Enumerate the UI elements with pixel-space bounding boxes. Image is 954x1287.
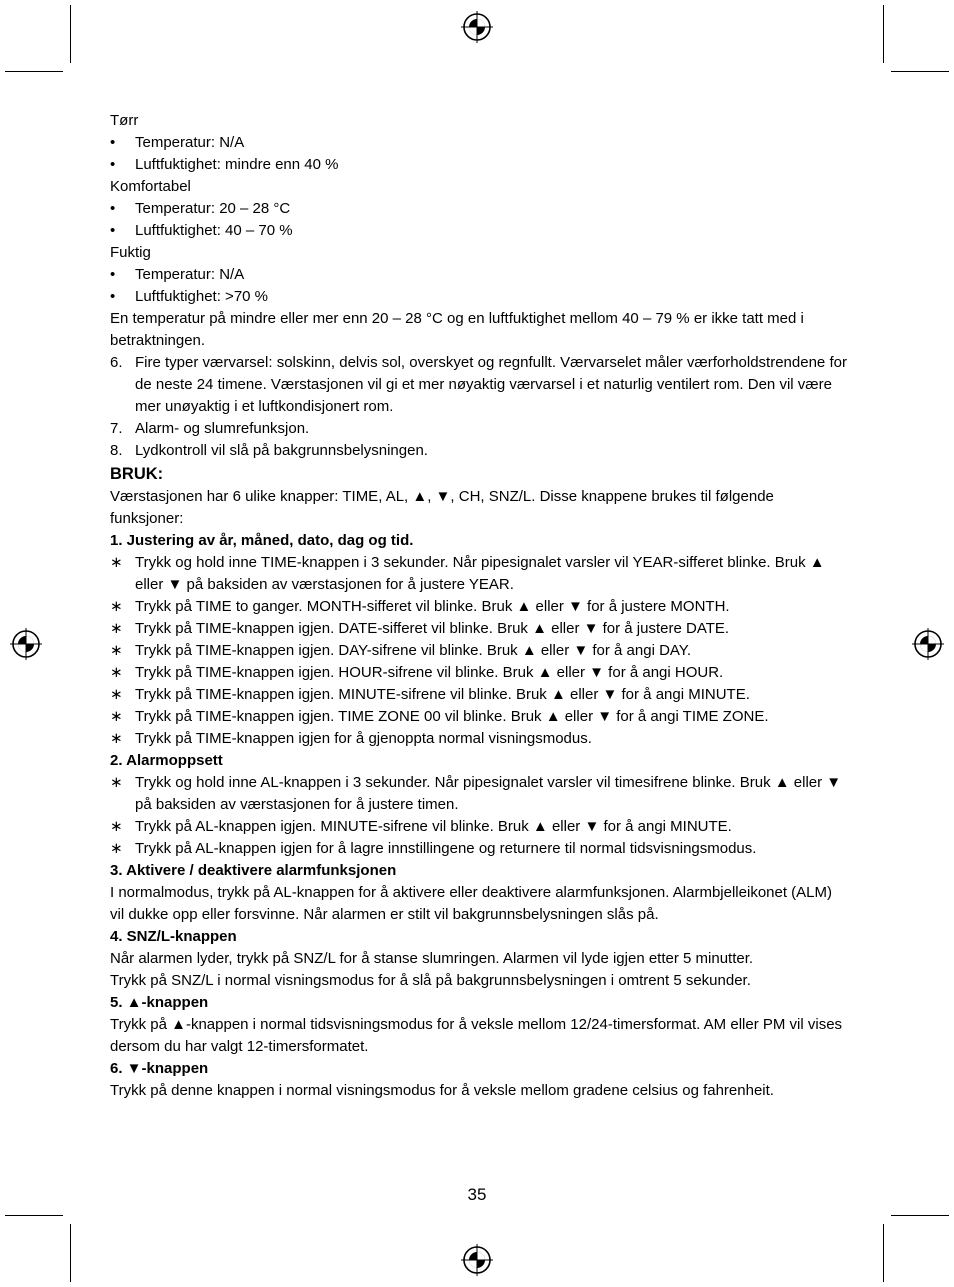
bullet-icon: • <box>110 266 116 283</box>
list-item: • Temperatur: N/A <box>110 132 850 154</box>
crop-mark <box>883 5 884 63</box>
usage-intro: Værstasjonen har 6 ulike knapper: TIME, AL, ▲, ▼, CH, SNZ/L. Disse knappene brukes til følgende funksjoner: <box>110 488 774 527</box>
asterisk-icon: ∗ <box>110 686 123 703</box>
asterisk-icon: ∗ <box>110 598 123 615</box>
paragraph: Trykk på denne knappen i normal visningsmodus for å veksle mellom gradene celsius og fahrenheit. <box>110 1082 774 1099</box>
group-label: Komfortabel <box>110 178 191 195</box>
crop-mark <box>70 5 71 63</box>
asterisk-icon: ∗ <box>110 774 123 791</box>
list-item: • Temperatur: 20 – 28 °C <box>110 198 850 220</box>
subsection-title: 2. Alarmoppsett <box>110 752 223 769</box>
step-item: ∗ Trykk og hold inne TIME-knappen i 3 sekunder. Når pipesignalet varsler vil YEAR-sifferet blinke. Bruk ▲ eller ▼ på baksiden av værstasjonen for å justere YEAR. <box>110 554 825 593</box>
step-item: ∗ Trykk på TIME-knappen igjen. TIME ZONE 00 vil blinke. Bruk ▲ eller ▼ for å angi TIME ZONE. <box>110 706 850 728</box>
step-item: ∗ Trykk på TIME to ganger. MONTH-sifferet vil blinke. Bruk ▲ eller ▼ for å justere MONTH. <box>110 596 850 618</box>
list-item: • Temperatur: N/A <box>110 264 850 286</box>
asterisk-icon: ∗ <box>110 620 123 637</box>
crop-mark <box>891 1215 949 1216</box>
step-item: ∗ Trykk på TIME-knappen igjen. DATE-sifferet vil blinke. Bruk ▲ eller ▼ for å justere DATE. <box>110 618 850 640</box>
paragraph: I normalmodus, trykk på AL-knappen for å aktivere eller deaktivere alarmfunksjonen. Alarmbjelleikonet (ALM) vil dukke opp eller forsvinne. Når alarmen er stilt vil bakgrunnsbelysningen slås på. <box>110 884 833 923</box>
subsection-title: 1. Justering av år, måned, dato, dag og tid. <box>110 532 414 549</box>
asterisk-icon: ∗ <box>110 840 123 857</box>
bullet-icon: • <box>110 200 116 217</box>
asterisk-icon: ∗ <box>110 664 123 681</box>
crop-mark <box>891 71 949 72</box>
page-number: 35 <box>467 1185 487 1204</box>
paragraph: Når alarmen lyder, trykk på SNZ/L for å stanse slumringen. Alarmen vil lyde igjen etter 5 minutter. <box>110 950 754 967</box>
paragraph: Trykk på ▲-knappen i normal tidsvisningsmodus for å veksle mellom 12/24-timersformat. AM eller PM vil vises dersom du har valgt 12-timersformatet. <box>110 1016 843 1055</box>
bullet-icon: • <box>110 134 116 151</box>
step-item: ∗ Trykk på TIME-knappen igjen. MINUTE-sifrene vil blinke. Bruk ▲ eller ▼ for å angi MINUTE. <box>110 684 850 706</box>
list-item: • Luftfuktighet: 40 – 70 % <box>110 220 850 242</box>
list-item: • Luftfuktighet: mindre enn 40 % <box>110 154 850 176</box>
registration-mark-icon <box>461 1244 493 1276</box>
registration-mark-icon <box>10 628 42 660</box>
crop-mark <box>883 1224 884 1282</box>
crop-mark <box>5 1215 63 1216</box>
item-number: 7. <box>110 420 123 437</box>
crop-mark <box>70 1224 71 1282</box>
asterisk-icon: ∗ <box>110 730 123 747</box>
asterisk-icon: ∗ <box>110 642 123 659</box>
step-item: ∗ Trykk på AL-knappen igjen. MINUTE-sifrene vil blinke. Bruk ▲ eller ▼ for å angi MINUTE. <box>110 816 850 838</box>
asterisk-icon: ∗ <box>110 708 123 725</box>
list-item: • Luftfuktighet: >70 % <box>110 286 850 308</box>
item-number: 8. <box>110 442 123 459</box>
page-content <box>110 110 850 1102</box>
bullet-icon: • <box>110 156 116 173</box>
item-number: 6. <box>110 354 123 371</box>
step-item: ∗ Trykk og hold inne AL-knappen i 3 sekunder. Når pipesignalet varsler vil timesifrene blinke. Bruk ▲ eller ▼ på baksiden av værstasjonen for å justere timen. <box>110 774 842 813</box>
group-label: Fuktig <box>110 244 151 261</box>
numbered-item: 6. Fire typer værvarsel: solskinn, delvis sol, overskyet og regnfullt. Værvarselet måler værforholdstrendene for de neste 24 timene. Værstasjonen vil gi et mer nøyaktig værvarsel i et naturlig ventilert rom. Den vil være mer unøyaktig i et luftkondisjonert rom. <box>110 354 847 415</box>
step-item: ∗ Trykk på TIME-knappen igjen. HOUR-sifrene vil blinke. Bruk ▲ eller ▼ for å angi HOUR. <box>110 662 850 684</box>
asterisk-icon: ∗ <box>110 818 123 835</box>
numbered-item: 7. Alarm- og slumrefunksjon. <box>110 418 850 440</box>
step-item: ∗ Trykk på AL-knappen igjen for å lagre innstillingene og returnere til normal tidsvisningsmodus. <box>110 838 850 860</box>
asterisk-icon: ∗ <box>110 554 123 571</box>
subsection-title: 4. SNZ/L-knappen <box>110 928 237 945</box>
step-item: ∗ Trykk på TIME-knappen igjen. DAY-sifrene vil blinke. Bruk ▲ eller ▼ for å angi DAY. <box>110 640 850 662</box>
group-label: Tørr <box>110 112 139 129</box>
bullet-icon: • <box>110 222 116 239</box>
subsection-title: 5. ▲-knappen <box>110 994 209 1011</box>
registration-mark-icon <box>461 11 493 43</box>
numbered-item: 8. Lydkontroll vil slå på bakgrunnsbelysningen. <box>110 440 850 462</box>
subsection-title: 6. ▼-knappen <box>110 1060 209 1077</box>
section-heading: BRUK: <box>110 465 164 483</box>
paragraph: Trykk på SNZ/L i normal visningsmodus for å slå på bakgrunnsbelysningen i omtrent 5 sekunder. <box>110 972 751 989</box>
note-paragraph: En temperatur på mindre eller mer enn 20 – 28 °C og en luftfuktighet mellom 40 – 79 % er ikke tatt med i betraktningen. <box>110 310 804 349</box>
bullet-icon: • <box>110 288 116 305</box>
registration-mark-icon <box>912 628 944 660</box>
crop-mark <box>5 71 63 72</box>
step-item: ∗ Trykk på TIME-knappen igjen for å gjenoppta normal visningsmodus. <box>110 728 850 750</box>
subsection-title: 3. Aktivere / deaktivere alarmfunksjonen <box>110 862 397 879</box>
